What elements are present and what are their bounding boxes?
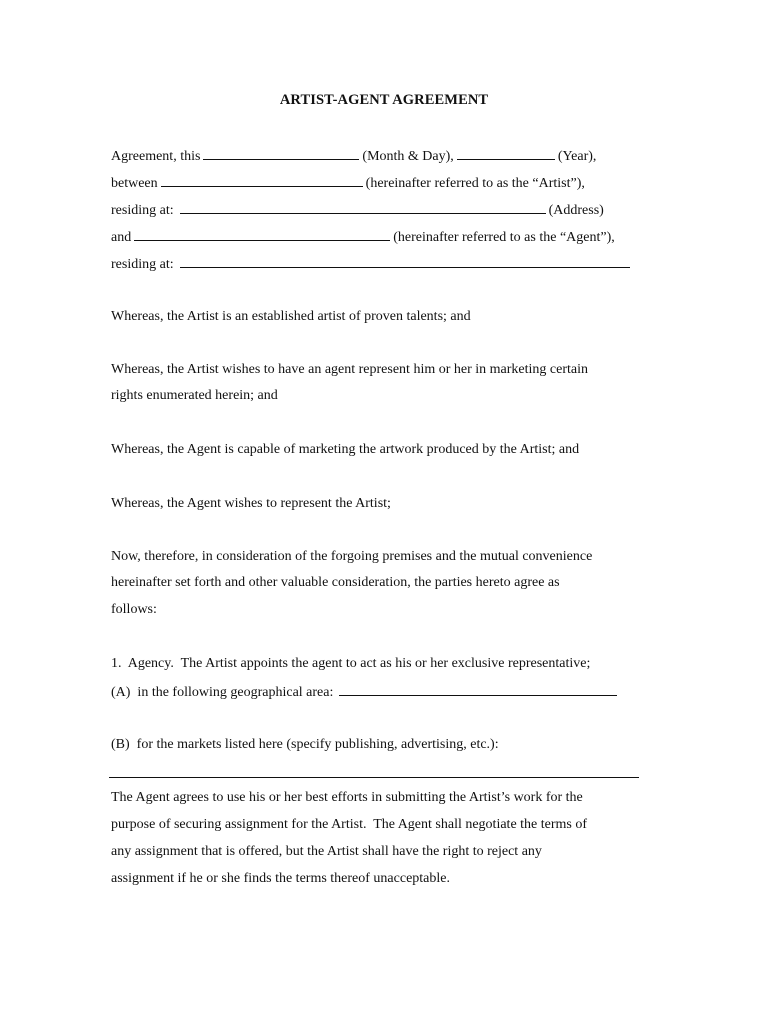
agent-address-blank[interactable]: [180, 254, 630, 268]
artist-line: [111, 173, 585, 193]
section-1-body-line-1: The Agent agrees to use his or her best efforts in submitting the Artist’s work for the: [111, 790, 583, 805]
agent-address-line: [111, 254, 633, 274]
and-prefix: and: [111, 230, 132, 245]
section-1b-label: (B) for the markets listed here (specify publishing, advertising, etc.):: [111, 737, 499, 752]
artist-name-blank[interactable]: [161, 173, 363, 187]
residing-prefix-2: residing at:: [111, 257, 174, 272]
section-1-heading: 1. Agency. The Artist appoints the agent to act as his or her exclusive representative;: [111, 656, 591, 671]
consideration-line-1: Now, therefore, in consideration of the forgoing premises and the mutual convenience: [111, 549, 593, 564]
recital-2-line-2: rights enumerated herein; and: [111, 388, 278, 403]
section-1a-line: [111, 682, 620, 702]
residing-prefix: residing at:: [111, 203, 174, 218]
agent-line: [111, 227, 615, 247]
artist-address-blank[interactable]: [180, 200, 546, 214]
year-label: (Year),: [557, 149, 597, 164]
agreement-date-line: [111, 146, 596, 166]
between-prefix: between: [111, 176, 158, 191]
section-1-body-line-4: assignment if he or she finds the terms thereof unacceptable.: [111, 871, 450, 886]
section-1-body-line-2: purpose of securing assignment for the Artist. The Agent shall negotiate the terms of: [111, 817, 588, 832]
markets-blank-line[interactable]: [109, 777, 639, 778]
artist-reference: (hereinafter referred to as the “Artist”),: [365, 176, 585, 191]
recital-1: Whereas, the Artist is an established artist of proven talents; and: [111, 309, 471, 324]
recital-4: Whereas, the Agent wishes to represent the Artist;: [111, 496, 391, 511]
agreement-prefix: Agreement, this: [111, 149, 201, 164]
artist-address-line: [111, 200, 604, 220]
agent-reference: (hereinafter referred to as the “Agent”),: [393, 230, 615, 245]
year-blank[interactable]: [457, 146, 555, 160]
recital-2-line-1: Whereas, the Artist wishes to have an agent represent him or her in marketing certain: [111, 362, 588, 377]
document-title: ARTIST-AGENT AGREEMENT: [279, 92, 489, 108]
month-day-label: (Month & Day),: [362, 149, 454, 164]
agent-name-blank[interactable]: [134, 227, 390, 241]
consideration-line-3: follows:: [111, 602, 157, 617]
address-label: (Address): [548, 203, 604, 218]
consideration-line-2: hereinafter set forth and other valuable consideration, the parties hereto agree as: [111, 575, 560, 590]
section-1a-label: (A) in the following geographical area:: [111, 685, 334, 700]
section-1-body-line-3: any assignment that is offered, but the Artist shall have the right to reject any: [111, 844, 542, 859]
recital-3: Whereas, the Agent is capable of marketing the artwork produced by the Artist; and: [111, 442, 580, 457]
geographical-area-blank[interactable]: [339, 682, 617, 696]
month-day-blank[interactable]: [203, 146, 359, 160]
